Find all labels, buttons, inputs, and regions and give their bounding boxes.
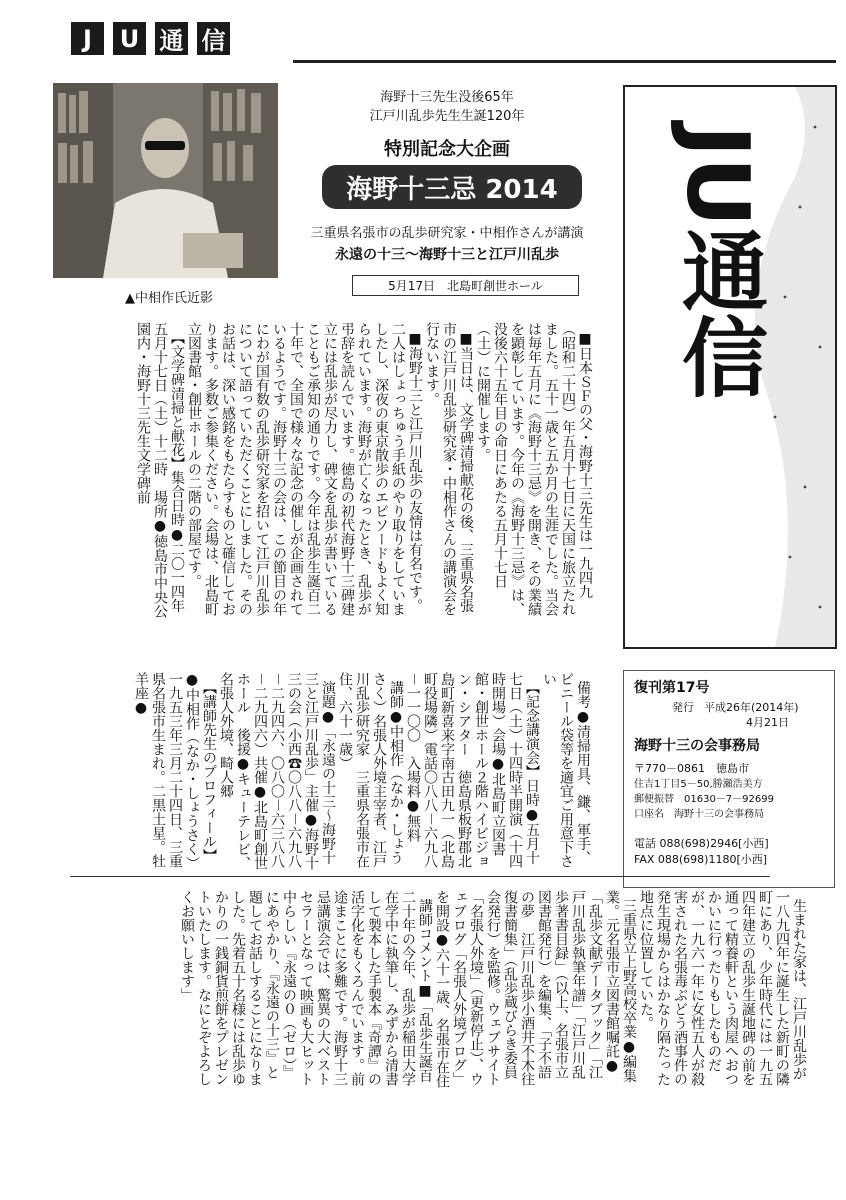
lower-body — [68, 890, 824, 1090]
masthead-box — [623, 85, 837, 649]
event-subtitle: 永遠の十三〜海野十三と江戸川乱歩 — [335, 247, 559, 263]
event-line2: 江戸川乱歩先生生誕120年 — [369, 109, 525, 124]
middle-para-5: 【講師先生のプロフィール】●中相作（なか・しょうさく）一九五三年三月二十四日、三重県名張市生まれ。二黒土星。牡羊座● — [133, 672, 217, 870]
office-tel: 電話 088(698)2946[小西] — [634, 837, 769, 850]
upper-para-4: 【文学碑清掃と献花】集合日時●二〇一四年五月十七日（土）十二時 場所●徳島市中央公園内・海野十三先生文学碑前 — [135, 322, 185, 618]
issued-date: 平成26年(2014年) — [704, 701, 799, 714]
office-address1: 〒770－0861 徳島市 — [634, 762, 749, 775]
office-name: 海野十三の会事務局 — [634, 738, 760, 754]
lower-para-2: 三重県立上野高校卒業●編集業。元名張市立図書館嘱託●「乱歩文献データブック」「江戸川乱歩執筆年譜」「江戸川乱歩著書目録」（以上、名張市立図書館発行）を編集、「子不語の夢 江戸川乱歩小酒井不木往復書簡集」（乱歩蔵びらき委員会発行）を監修。ウェブサイト「名張人外境」（更新停止）、ウェブログ「名張人外境ブログ」を開設●六十一歳、名張市在住 — [434, 890, 637, 1088]
masthead-info — [623, 670, 835, 888]
photo-illustration — [53, 83, 278, 278]
upper-body — [70, 322, 610, 618]
middle-para-3: 講師●中相作（なか・しょうさく）名張人外境主宰者、江戸川乱歩研究家 三重県名張市在住、六十一歳） — [337, 672, 404, 868]
event-speaker: 三重県名張市の乱歩研究家・中相作さんが講演 — [310, 226, 584, 241]
lower-para-1: 生まれた家は、江戸川乱歩が一八九四年に誕生した新町の隣町にあり、少年時代には一九五四年建立の乱歩生誕地碑の前を通って精養軒という肉屋へおつかいに行ったりもしたものだが、一九六一年に女性五人が殺害された名張毒ぶどう酒事件の発生現場からはかなり隔たった地点に位置していた。 — [638, 890, 807, 1086]
issued-md: 4月21日 — [746, 716, 789, 729]
header-rule — [293, 60, 836, 63]
office-transfer: 郵便振替 01630－7－92699 — [634, 794, 774, 805]
header-char-shin: 信 — [197, 22, 230, 55]
middle-para-2: 【記念講演会】日時●五月十七日（土）十四時半開演（十四時開場）会場●北島町立図書館・創世ホール２階ハイビジョン・シアター 徳島県板野郡北島町新喜来字南古田九一（北島町役場隣）電話〇八八－六九八－一一〇〇 入場料●無料 — [405, 672, 540, 868]
middle-para-4: 演題●「永遠の十三〜海野十三と江戸川乱歩」主催●海野十三の会（小西☎〇八八－六九八－二九四六、〇八〇－六三八八－二九四六）共催●北島町創世ホール 後援●キューテレビ、名張人外境、畸人郷 — [218, 672, 336, 870]
event-title: 特別記念大企画 — [384, 139, 510, 160]
author-photo — [53, 83, 278, 278]
lower-para-3: 講師コメント■「乱歩生誕百二十年の今年、乱歩が稲田大学在学中に執筆し、みずから清書して製本した手製本『奇譚』の活字化をもくろんでいます。前途まことに多難です。海野十三忌講演会では、驚異の大ベストセラーとなって映画も大ヒット中らしい『永遠の０（ゼロ）』にあやかり、『永遠の十三』と題してお話しすることになりました。先着五十名様には乱歩ゆかりの一銭銅貨煎餅をプレゼントいたします。なにとぞよろしくお願いします」 — [179, 890, 433, 1086]
issue-number: 復刊第17号 — [634, 680, 710, 696]
upper-para-2: ■当日は、文学碑清掃献花の後、三重県名張市の江戸川乱歩研究家・中相作さんの講演会を行ないます。 — [424, 322, 474, 616]
event-banner: 海野十三忌 2014 — [322, 165, 582, 209]
event-date-venue: 5月17日 北島町創世ホール — [352, 275, 579, 296]
office-account: 口座名 海野十三の会事務局 — [634, 809, 764, 820]
upper-para-1: ■日本ＳＦの父・海野十三先生は一九四九（昭和二十四）年五月十七日に天国に旅立たれました。五十一歳と五か月の生涯でした。当会は毎年五月に《海野十三忌》を開き、その業績を顕彰しています。今年の《海野十三忌》は、没後六十五年目の命日にあたる五月十七日（土）に開催します。 — [475, 322, 593, 616]
masthead-title: JU通信 — [667, 125, 767, 399]
office-fax: FAX 088(698)1180[小西] — [634, 853, 768, 866]
header-char-u: U — [113, 22, 146, 55]
photo-caption: ▲中相作氏近影 — [125, 291, 213, 306]
issued-label: 発行 — [672, 701, 694, 714]
middle-para-1: 備考●清掃用具、鎌、軍手、ビニール袋等を適宜ご用意下さい — [541, 672, 591, 868]
middle-body — [70, 672, 608, 872]
section-divider — [70, 876, 770, 877]
upper-para-3: ■海野十三と江戸川乱歩の友情は有名です。二人はしょっちゅう手紙のやり取りをしていましたし、深夜の東京散歩のエピソードもよく知られています。海野が亡くなったとき、乱歩が弔辞を読んでいます。徳島の初代海野十三碑建立には乱歩が尽力し、碑文を乱歩が書いていることもご承知の通りです。今年は乱歩生誕百二十年で、全国で様々な記念の催しが企画されているようです。海野十三の会は、この節目の年にわが国有数の乱歩研究家を招いて江戸川乱歩について語っていただくことにしました。そのお話は、深い感銘をもたらすものと確信しております。多数ご参集ください。会場は、北島町立図書館・創世ホールの二階の部屋です。 — [186, 322, 423, 616]
office-address2: 住吉1丁目5－50,勝瀬浩美方 — [634, 779, 763, 790]
header-char-tsu: 通 — [155, 22, 188, 55]
header-char-j: J — [71, 22, 104, 55]
event-line1: 海野十三先生没後65年 — [380, 90, 514, 105]
